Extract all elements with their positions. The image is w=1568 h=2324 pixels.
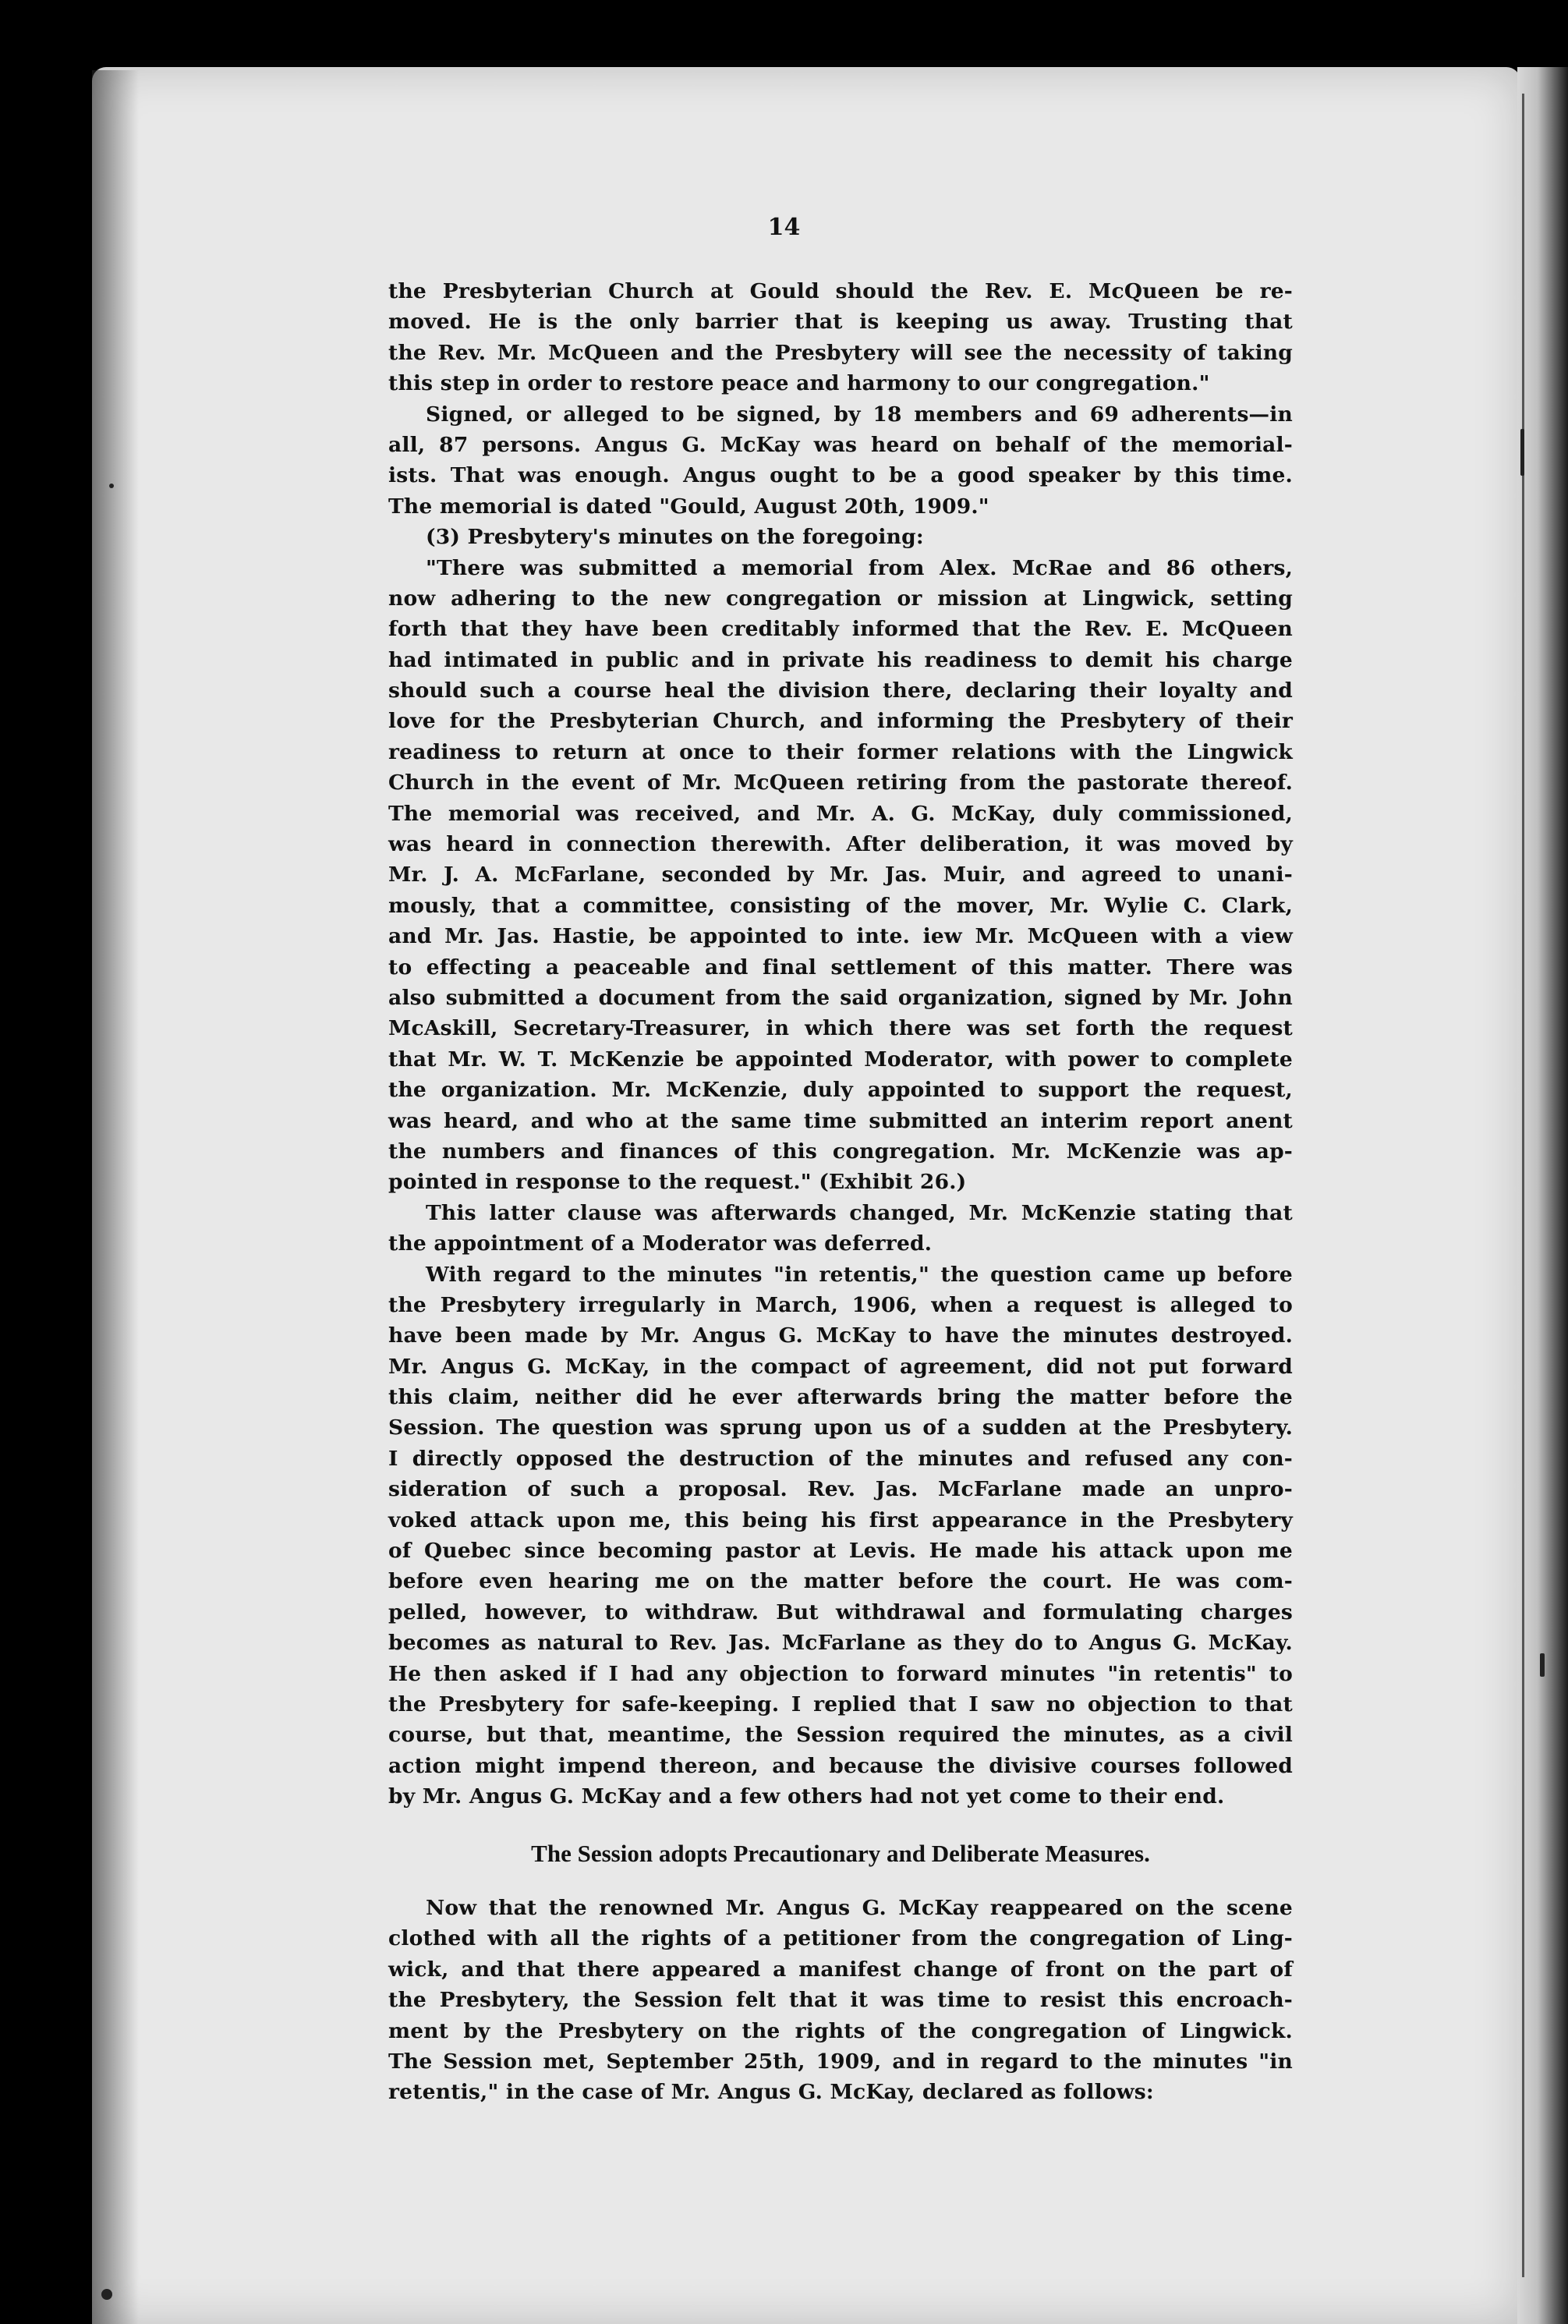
margin-speck (101, 2289, 112, 2300)
text-line: this claim, neither did he ever afterwards bring the matter before the (388, 1385, 1293, 1410)
text-line: ment by the Presbytery on the rights of the congregation of Lingwick. (388, 2018, 1293, 2043)
text-line: love for the Presbyterian Church, and informing the Presbytery of their (388, 709, 1293, 734)
text-line: Now that the renowned Mr. Angus G. McKay reappeared on the scene (426, 1896, 1293, 1920)
text-line: The Session met, September 25th, 1909, and in regard to the minutes "in (388, 2049, 1293, 2074)
text-line: should such a course heal the division there, declaring their loyalty and (388, 678, 1293, 703)
text-line: the Presbytery irregularly in March, 1906, when a request is alleged to (388, 1292, 1293, 1317)
text-line: have been made by Mr. Angus G. McKay to have the minutes destroyed. (388, 1323, 1293, 1348)
text-line: this step in order to restore peace and harmony to our congregation." (388, 371, 1210, 396)
text-line: forth that they have been creditably informed that the Rev. E. McQueen (388, 617, 1293, 642)
body-text-continued (388, 1893, 1293, 2108)
text-line: pointed in response to the request." (Exhibit 26.) (388, 1170, 967, 1195)
text-line: I directly opposed the destruction of the minutes and refused any con- (388, 1446, 1293, 1471)
text-line: The memorial is dated "Gould, August 20th, 1909." (388, 494, 989, 519)
text-line: Session. The question was sprung upon us of a sudden at the Presbytery. (388, 1415, 1293, 1440)
text-line: He then asked if I had any objection to forward minutes "in retentis" to (388, 1661, 1293, 1686)
text-line: the Presbytery for safe-keeping. I replied that I saw no objection to that (388, 1692, 1293, 1716)
text-line: that Mr. W. T. McKenzie be appointed Moderator, with power to complete (388, 1047, 1293, 1072)
text-line: course, but that, meantime, the Session required the minutes, as a civil (388, 1723, 1293, 1748)
text-line: also submitted a document from the said organization, signed by Mr. John (388, 985, 1293, 1010)
text-line: all, 87 persons. Angus G. McKay was heard on behalf of the memorial- (388, 432, 1293, 457)
text-line: This latter clause was afterwards changed, Mr. McKenzie stating that (426, 1200, 1293, 1225)
text-line: With regard to the minutes "in retentis," the question came up before (426, 1262, 1293, 1287)
text-line: the numbers and finances of this congregation. Mr. McKenzie was ap- (388, 1139, 1293, 1164)
margin-speck (109, 484, 114, 488)
text-line: the Presbyterian Church at Gould should the Rev. E. McQueen be re- (388, 279, 1293, 303)
margin-speck (1520, 429, 1524, 476)
text-line: Mr. J. A. McFarlane, seconded by Mr. Jas. Muir, and agreed to unani- (388, 863, 1293, 887)
text-line: the appointment of a Moderator was deferred. (388, 1231, 933, 1256)
text-line: to effecting a peaceable and final settlement of this matter. There was (388, 955, 1293, 980)
text-line: the Presbytery, the Session felt that it was time to resist this encroach- (388, 1988, 1293, 2013)
page-number: 14 (767, 214, 801, 241)
text-line: and Mr. Jas. Hastie, be appointed to inte. iew Mr. McQueen with a view (388, 924, 1293, 949)
text-line: was heard, and who at the same time submitted an interim report anent (388, 1108, 1293, 1133)
text-line: now adhering to the new congregation or mission at Lingwick, setting (388, 586, 1293, 611)
text-line: by Mr. Angus G. McKay and a few others had not yet come to their end. (388, 1784, 1225, 1809)
text-line: action might impend thereon, and because the divisive courses followed (388, 1753, 1293, 1778)
text-line: Church in the event of Mr. McQueen retiring from the pastorate thereof. (388, 771, 1293, 795)
text-line: retentis," in the case of Mr. Angus G. McKay, declared as follows: (388, 2080, 1154, 2105)
text-line: (3) Presbytery's minutes on the foregoing: (426, 525, 924, 550)
text-line: Mr. Angus G. McKay, in the compact of agreement, did not put forward (388, 1354, 1293, 1379)
text-line: the organization. Mr. McKenzie, duly appointed to support the request, (388, 1078, 1293, 1103)
text-line: wick, and that there appeared a manifest change of front on the part of (388, 1957, 1293, 1982)
section-heading: The Session adopts Precautionary and Deliberate Measures. (531, 1840, 1150, 1867)
page-left-shadow (92, 70, 139, 2324)
page-right-edge (1517, 67, 1568, 2324)
text-line: ists. That was enough. Angus ought to be a good speaker by this time. (388, 463, 1293, 488)
text-line: had intimated in public and in private his readiness to demit his charge (388, 647, 1293, 672)
body-text (388, 276, 1293, 1812)
text-line: mously, that a committee, consisting of the mover, Mr. Wylie C. Clark, (388, 893, 1293, 918)
text-line: The memorial was received, and Mr. A. G. McKay, duly commissioned, (388, 801, 1293, 826)
text-line: voked attack upon me, this being his first appearance in the Presbytery (388, 1507, 1293, 1532)
text-line: clothed with all the rights of a petitioner from the congregation of Ling- (388, 1926, 1293, 1951)
text-line: readiness to return at once to their former relations with the Lingwick (388, 739, 1293, 764)
text-line: the Rev. Mr. McQueen and the Presbytery will see the necessity of taking (388, 340, 1293, 365)
margin-speck (1540, 1653, 1545, 1677)
text-line: sideration of such a proposal. Rev. Jas. McFarlane made an unpro- (388, 1477, 1293, 1502)
text-line: becomes as natural to Rev. Jas. McFarlane as they do to Angus G. McKay. (388, 1631, 1293, 1656)
text-line: of Quebec since becoming pastor at Levis. He made his attack upon me (388, 1539, 1293, 1564)
text-line: "There was submitted a memorial from Alex. McRae and 86 others, (426, 555, 1293, 580)
text-line: was heard in connection therewith. After deliberation, it was moved by (388, 832, 1293, 857)
page-right-rule (1522, 94, 1524, 2277)
text-line: before even hearing me on the matter before the court. He was com- (388, 1569, 1293, 1594)
text-line: Signed, or alleged to be signed, by 18 members and 69 adherents—in (426, 402, 1293, 427)
text-line: moved. He is the only barrier that is keeping us away. Trusting that (388, 310, 1293, 335)
text-line: pelled, however, to withdraw. But withdrawal and formulating charges (388, 1600, 1293, 1624)
text-line: McAskill, Secretary-Treasurer, in which there was set forth the request (388, 1016, 1293, 1041)
